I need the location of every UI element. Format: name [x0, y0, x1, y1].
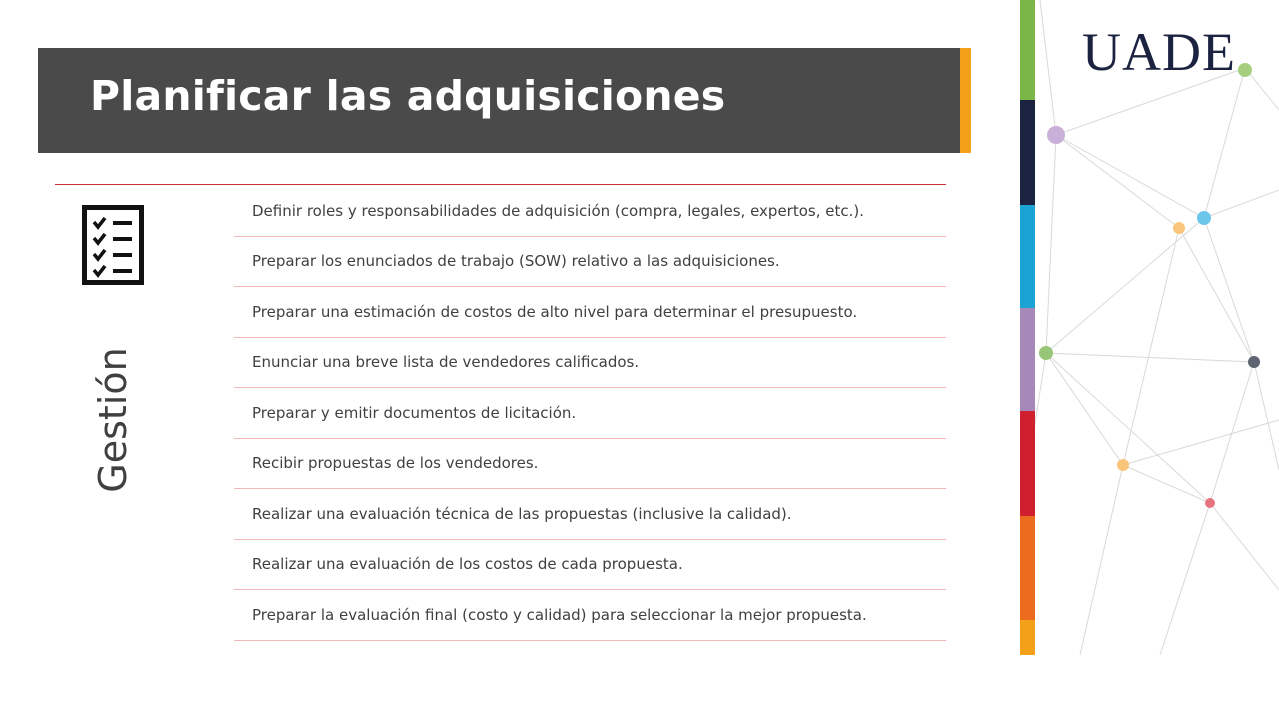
section-divider [55, 184, 946, 185]
list-item: Preparar una estimación de costos de alto nivel para determinar el presupuesto. [234, 287, 946, 338]
section-label: Gestión [91, 347, 135, 493]
slide-title: Planificar las adquisiciones [90, 72, 726, 120]
list-item: Enunciar una breve lista de vendedores calificados. [234, 338, 946, 389]
list-item: Preparar los enunciados de trabajo (SOW) relativo a las adquisiciones. [234, 237, 946, 288]
activity-list [234, 186, 946, 641]
checklist-icon [82, 205, 144, 285]
list-item: Preparar y emitir documentos de licitación. [234, 388, 946, 439]
title-accent-bar [960, 48, 971, 153]
network-decoration [1020, 0, 1279, 655]
list-item: Realizar una evaluación de los costos de cada propuesta. [234, 540, 946, 591]
list-item: Definir roles y responsabilidades de adquisición (compra, legales, expertos, etc.). [234, 186, 946, 237]
uade-logo: UADE [1082, 22, 1236, 82]
list-item: Realizar una evaluación técnica de las propuestas (inclusive la calidad). [234, 489, 946, 540]
list-item: Recibir propuestas de los vendedores. [234, 439, 946, 490]
list-item: Preparar la evaluación final (costo y calidad) para seleccionar la mejor propuesta. [234, 590, 946, 641]
